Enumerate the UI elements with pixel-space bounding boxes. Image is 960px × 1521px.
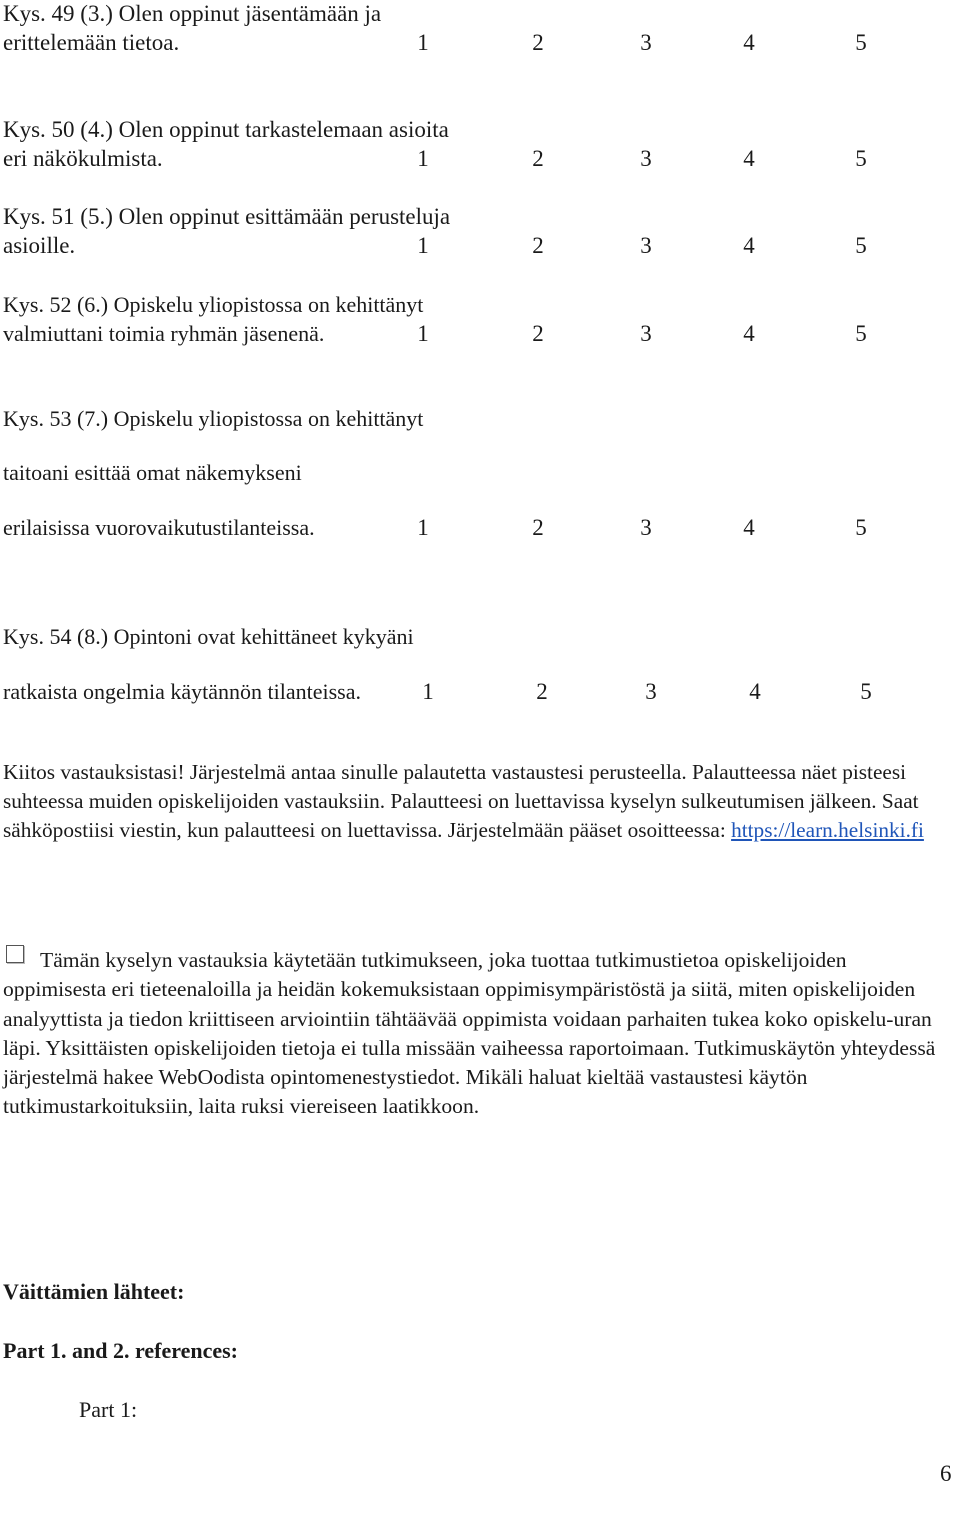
q54-option-1[interactable]: 1 (422, 679, 434, 704)
consent-paragraph: Tämän kyselyn vastauksia käytetään tutkimukseen, joka tuottaa tutkimustietoa opiskelijoiden oppimisesta eri tieteenaloilla ja heidän kokemuksistaan oppimisympäristöstä ja siitä, miten opiskelijoiden analyyttista ja tiedon kriittiseen arviointiin tähtäävää oppimista voidaan parhaiten tukea koko opiskelu-uran läpi. Yksittäisten opiskelijoiden tietoja ei tulla missään vaiheessa raportoimaan. Tutkimuskäytön yhteydessä järjestelmä hakee WebOodista opintomenestystiedot. Mikäli haluat kieltää vastaustesi käytön tutkimustarkoituksiin, laita ruksi viereiseen laatikkoon. (3, 948, 936, 1119)
q50-line1: Kys. 50 (4.) Olen oppinut tarkastelemaan asioita (3, 117, 449, 142)
q49-option-4[interactable]: 4 (743, 30, 755, 55)
q53-line2: taitoani esittää omat näkemykseni (3, 460, 302, 485)
q49-option-1[interactable]: 1 (417, 30, 429, 55)
q50-option-2[interactable]: 2 (532, 146, 544, 171)
q54-option-5[interactable]: 5 (860, 679, 872, 704)
q49-option-5[interactable]: 5 (855, 30, 867, 55)
q50-option-1[interactable]: 1 (417, 146, 429, 171)
q51-line2: asioille. (3, 233, 76, 258)
q54-option-2[interactable]: 2 (536, 679, 548, 704)
q52-option-1[interactable]: 1 (417, 321, 429, 346)
thanks-paragraph (3, 758, 955, 846)
q54-line2: ratkaista ongelmia käytännön tilanteissa. (3, 679, 362, 704)
q51-option-2[interactable]: 2 (532, 233, 544, 258)
q53-option-4[interactable]: 4 (743, 515, 755, 540)
q50-line2: eri näkökulmista. (3, 146, 163, 171)
q51-line1: Kys. 51 (5.) Olen oppinut esittämään perusteluja (3, 204, 451, 229)
thanks-text: Kiitos vastauksistasi! Järjestelmä antaa sinulle palautetta vastaustesi perusteella. Palautteessa näet pisteesi suhteessa muiden opiskelijoiden vastauksiin. Palautteesi on luettavissa kyselyn sulkeutumisen jälkeen. Saat sähköpostiisi viestin, kun palautteesi on luettavissa. Järjestelmään pääset osoitteessa: (3, 760, 919, 843)
q52-option-3[interactable]: 3 (640, 321, 652, 346)
q53-line3: erilaisissa vuorovaikutustilanteissa. (3, 515, 315, 540)
references-subheading: Part 1. and 2. references: (3, 1338, 239, 1363)
q49-line1: Kys. 49 (3.) Olen oppinut jäsentämään ja (3, 1, 382, 26)
q49-line2: erittelemään tietoa. (3, 30, 180, 55)
q49-option-3[interactable]: 3 (640, 30, 652, 55)
q52-line1: Kys. 52 (6.) Opiskelu yliopistossa on kehittänyt (3, 292, 424, 317)
q52-option-4[interactable]: 4 (743, 321, 755, 346)
q54-line1: Kys. 54 (8.) Opintoni ovat kehittäneet kykyäni (3, 624, 414, 649)
q52-option-2[interactable]: 2 (532, 321, 544, 346)
q50-option-3[interactable]: 3 (640, 146, 652, 171)
q51-option-5[interactable]: 5 (855, 233, 867, 258)
q50-option-4[interactable]: 4 (743, 146, 755, 171)
q53-option-5[interactable]: 5 (855, 515, 867, 540)
q51-option-4[interactable]: 4 (743, 233, 755, 258)
q50-option-5[interactable]: 5 (855, 146, 867, 171)
learn-helsinki-link[interactable]: https://learn.helsinki.fi (731, 818, 924, 843)
page-number: 6 (940, 1461, 952, 1486)
q53-option-3[interactable]: 3 (640, 515, 652, 540)
q53-option-1[interactable]: 1 (417, 515, 429, 540)
part-1-label: Part 1: (79, 1397, 138, 1422)
q52-line2: valmiuttani toimia ryhmän jäsenenä. (3, 321, 325, 346)
q51-option-3[interactable]: 3 (640, 233, 652, 258)
q53-line1: Kys. 53 (7.) Opiskelu yliopistossa on kehittänyt (3, 406, 424, 431)
q49-option-2[interactable]: 2 (532, 30, 544, 55)
q54-option-3[interactable]: 3 (645, 679, 657, 704)
sources-heading: Väittämien lähteet: (3, 1279, 185, 1304)
q51-option-1[interactable]: 1 (417, 233, 429, 258)
q54-option-4[interactable]: 4 (749, 679, 761, 704)
q52-option-5[interactable]: 5 (855, 321, 867, 346)
q53-option-2[interactable]: 2 (532, 515, 544, 540)
